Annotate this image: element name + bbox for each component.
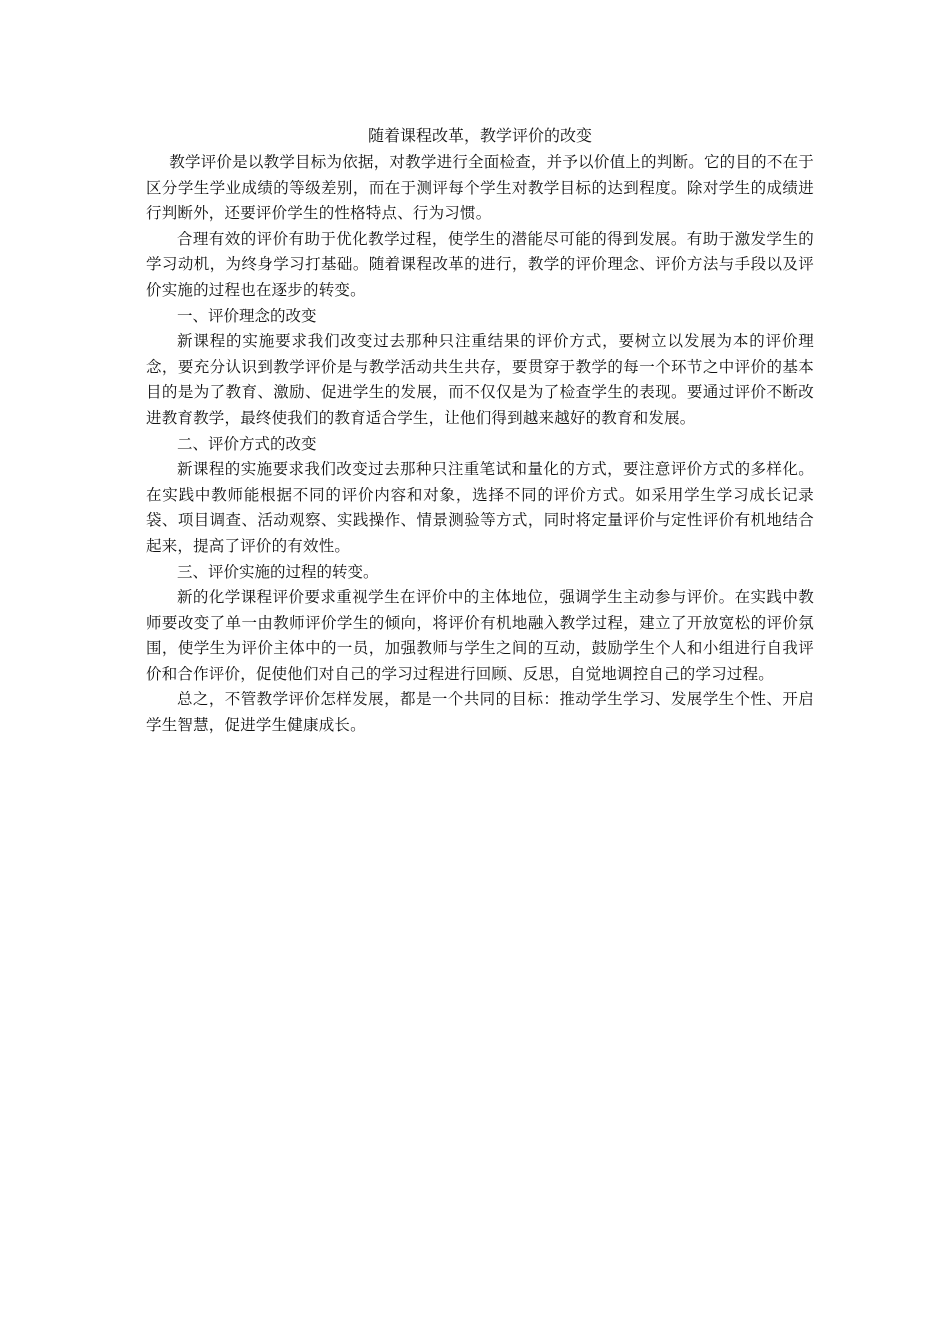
intro-paragraph-1: 教学评价是以教学目标为依据，对教学进行全面检查，并予以价值上的判断。它的目的不在于区分学生学业成绩的等级差别，而在于测评每个学生对教学目标的达到程度。除对学生的成绩进行判断外，还要评价学生的性格特点、行为习惯。 [146, 153, 814, 223]
document-title: 随着课程改革，教学评价的改变 [367, 126, 592, 145]
section-1-heading: 一、评价理念的改变 [177, 306, 317, 325]
section-1-body: 新课程的实施要求我们改变过去那种只注重结果的评价方式，要树立以发展为本的评价理念，要充分认识到教学评价是与教学活动共生共存，要贯穿于教学的每一个环节之中评价的基本目的是为了教育、激励、促进学生的发展，而不仅仅是为了检查学生的表现。要通过评价不断改进教育教学，最终使我们的教育适合学生，让他们得到越来越好的教育和发展。 [146, 332, 814, 427]
section-2-heading: 二、评价方式的改变 [177, 434, 317, 453]
conclusion-paragraph: 总之，不管教学评价怎样发展，都是一个共同的目标：推动学生学习、发展学生个性、开启学生智慧，促进学生健康成长。 [146, 690, 814, 735]
section-2-body: 新课程的实施要求我们改变过去那种只注重笔试和量化的方式，要注意评价方式的多样化。在实践中教师能根据不同的评价内容和对象，选择不同的评价方式。如采用学生学习成长记录袋、项目调查、活动观察、实践操作、情景测验等方式，同时将定量评价与定性评价有机地结合起来，提高了评价的有效性。 [146, 460, 814, 555]
intro-paragraph-2: 合理有效的评价有助于优化教学过程，使学生的潜能尽可能的得到发展。有助于激发学生的学习动机，为终身学习打基础。随着课程改革的进行，教学的评价理念、评价方法与手段以及评价实施的过程也在逐步的转变。 [146, 229, 814, 299]
section-3-heading: 三、评价实施的过程的转变。 [177, 562, 379, 581]
document-page [146, 122, 814, 739]
section-3-body: 新的化学课程评价要求重视学生在评价中的主体地位，强调学生主动参与评价。在实践中教师要改变了单一由教师评价学生的倾向，将评价有机地融入教学过程，建立了开放宽松的评价氛围，使学生为评价主体中的一员，加强教师与学生之间的互动，鼓励学生个人和小组进行自我评价和合作评价，促使他们对自己的学习过程进行回顾、反思，自觉地调控自己的学习过程。 [146, 588, 814, 683]
